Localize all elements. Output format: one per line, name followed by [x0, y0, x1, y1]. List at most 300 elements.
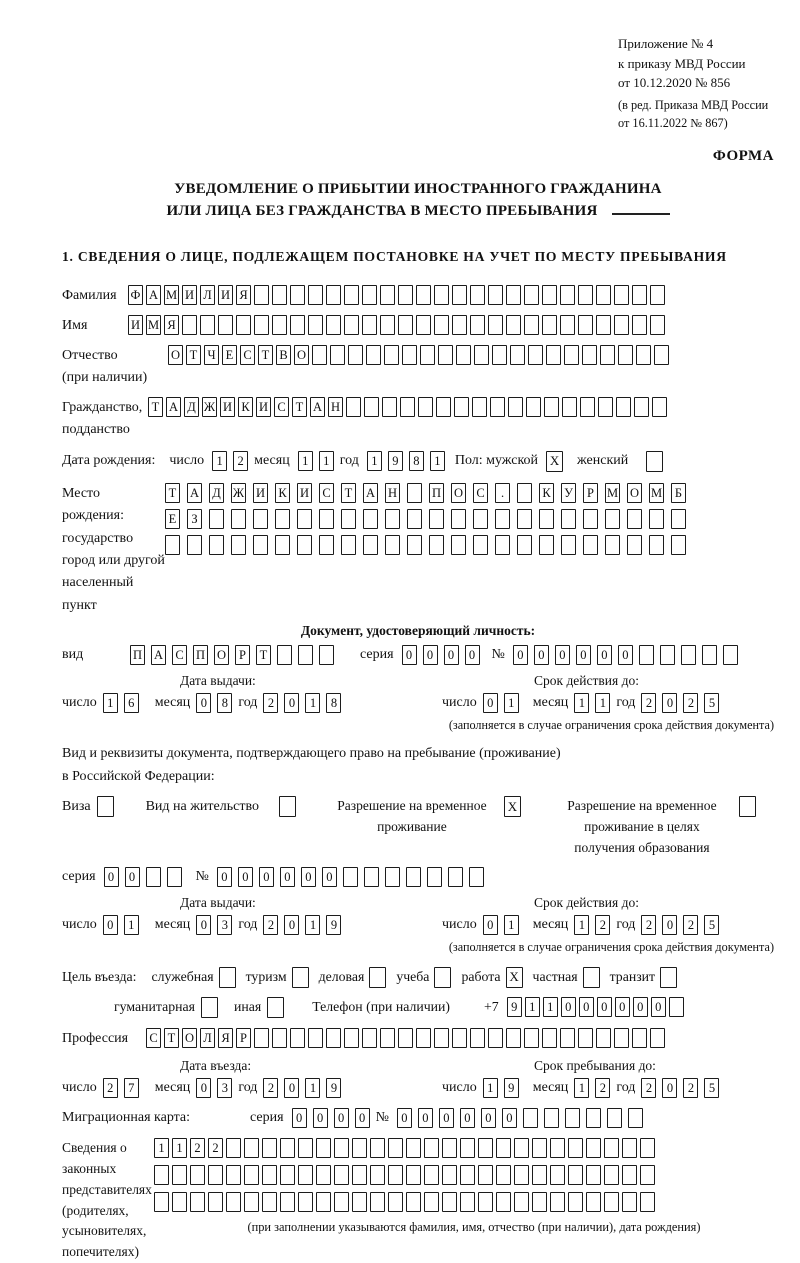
char-box[interactable]: 0	[238, 867, 253, 887]
char-box[interactable]	[583, 535, 598, 555]
char-box[interactable]	[586, 1108, 601, 1128]
char-box[interactable]: М	[164, 285, 179, 305]
char-box[interactable]	[364, 867, 379, 887]
char-box[interactable]	[586, 1138, 601, 1158]
char-box[interactable]	[416, 285, 431, 305]
char-box[interactable]: 0	[633, 997, 648, 1017]
char-box[interactable]	[434, 315, 449, 335]
char-box[interactable]: С	[319, 483, 334, 503]
char-box[interactable]	[702, 645, 717, 665]
char-box[interactable]: 9	[507, 997, 522, 1017]
char-box[interactable]	[298, 1192, 313, 1212]
char-box[interactable]	[190, 1192, 205, 1212]
char-box[interactable]: 2	[190, 1138, 205, 1158]
char-box[interactable]	[470, 285, 485, 305]
char-box[interactable]: К	[539, 483, 554, 503]
char-box[interactable]	[326, 1028, 341, 1048]
char-box[interactable]	[280, 1165, 295, 1185]
char-box[interactable]: 0	[576, 645, 591, 665]
char-box[interactable]	[640, 1192, 655, 1212]
char-box[interactable]	[424, 1138, 439, 1158]
char-box[interactable]	[272, 285, 287, 305]
char-box[interactable]: 1	[574, 1078, 589, 1098]
char-box[interactable]	[208, 1192, 223, 1212]
char-box[interactable]	[406, 867, 421, 887]
char-box[interactable]	[517, 535, 532, 555]
char-box[interactable]: 0	[561, 997, 576, 1017]
char-box[interactable]: 0	[555, 645, 570, 665]
char-box[interactable]	[308, 315, 323, 335]
char-box[interactable]	[385, 509, 400, 529]
char-box[interactable]	[640, 1165, 655, 1185]
char-box[interactable]: 1	[305, 915, 320, 935]
temp-residence-checkbox[interactable]: X	[504, 796, 521, 817]
char-box[interactable]: Ж	[202, 397, 217, 417]
char-box[interactable]	[200, 315, 215, 335]
char-box[interactable]: 1	[305, 693, 320, 713]
char-box[interactable]: Д	[184, 397, 199, 417]
char-box[interactable]	[568, 1192, 583, 1212]
char-box[interactable]: К	[238, 397, 253, 417]
char-box[interactable]	[416, 1028, 431, 1048]
char-box[interactable]	[275, 509, 290, 529]
char-box[interactable]	[628, 1108, 643, 1128]
char-box[interactable]	[614, 315, 629, 335]
char-box[interactable]	[290, 315, 305, 335]
purpose-business-checkbox[interactable]	[369, 967, 386, 988]
char-box[interactable]	[146, 867, 161, 887]
char-box[interactable]	[348, 345, 363, 365]
char-box[interactable]: 1	[103, 693, 118, 713]
char-box[interactable]: И	[128, 315, 143, 335]
char-box[interactable]: 0	[460, 1108, 475, 1128]
char-box[interactable]	[649, 509, 664, 529]
char-box[interactable]: Я	[164, 315, 179, 335]
char-box[interactable]	[474, 345, 489, 365]
char-box[interactable]	[352, 1192, 367, 1212]
char-box[interactable]: М	[146, 315, 161, 335]
char-box[interactable]	[636, 345, 651, 365]
char-box[interactable]	[380, 315, 395, 335]
char-box[interactable]: О	[168, 345, 183, 365]
char-box[interactable]	[614, 285, 629, 305]
char-box[interactable]	[604, 1165, 619, 1185]
female-checkbox[interactable]	[646, 451, 663, 472]
char-box[interactable]: Т	[165, 483, 180, 503]
char-box[interactable]: 0	[402, 645, 417, 665]
char-box[interactable]: Д	[209, 483, 224, 503]
char-box[interactable]	[478, 1138, 493, 1158]
char-box[interactable]: 0	[481, 1108, 496, 1128]
char-box[interactable]: И	[297, 483, 312, 503]
char-box[interactable]: 0	[217, 867, 232, 887]
char-box[interactable]	[506, 1028, 521, 1048]
char-box[interactable]: 2	[263, 915, 278, 935]
char-box[interactable]: 1	[319, 451, 334, 471]
char-box[interactable]	[424, 1192, 439, 1212]
char-box[interactable]	[406, 1138, 421, 1158]
char-box[interactable]: С	[240, 345, 255, 365]
char-box[interactable]	[218, 315, 233, 335]
char-box[interactable]	[436, 397, 451, 417]
char-box[interactable]: И	[256, 397, 271, 417]
char-box[interactable]: 1	[298, 451, 313, 471]
char-box[interactable]	[669, 997, 684, 1017]
char-box[interactable]	[254, 285, 269, 305]
char-box[interactable]	[596, 1028, 611, 1048]
char-box[interactable]: Т	[341, 483, 356, 503]
char-box[interactable]	[326, 285, 341, 305]
char-box[interactable]	[438, 345, 453, 365]
char-box[interactable]	[514, 1165, 529, 1185]
char-box[interactable]	[280, 1192, 295, 1212]
char-box[interactable]	[605, 535, 620, 555]
char-box[interactable]	[370, 1138, 385, 1158]
char-box[interactable]	[298, 645, 313, 665]
char-box[interactable]	[544, 1108, 559, 1128]
char-box[interactable]	[488, 285, 503, 305]
char-box[interactable]: Т	[148, 397, 163, 417]
char-box[interactable]	[568, 1138, 583, 1158]
char-box[interactable]	[280, 1138, 295, 1158]
char-box[interactable]	[316, 1138, 331, 1158]
char-box[interactable]	[352, 1165, 367, 1185]
char-box[interactable]: 5	[704, 693, 719, 713]
char-box[interactable]	[343, 867, 358, 887]
char-box[interactable]	[385, 867, 400, 887]
char-box[interactable]: 0	[334, 1108, 349, 1128]
char-box[interactable]: 2	[103, 1078, 118, 1098]
char-box[interactable]	[275, 535, 290, 555]
purpose-transit-checkbox[interactable]	[660, 967, 677, 988]
char-box[interactable]: 0	[662, 693, 677, 713]
char-box[interactable]	[490, 397, 505, 417]
char-box[interactable]	[542, 315, 557, 335]
char-box[interactable]	[550, 1165, 565, 1185]
char-box[interactable]: 1	[504, 693, 519, 713]
char-box[interactable]: 0	[662, 915, 677, 935]
char-box[interactable]: 0	[597, 997, 612, 1017]
char-box[interactable]	[451, 535, 466, 555]
char-box[interactable]: С	[274, 397, 289, 417]
char-box[interactable]: Н	[385, 483, 400, 503]
char-box[interactable]	[226, 1192, 241, 1212]
char-box[interactable]: Л	[200, 285, 215, 305]
char-box[interactable]	[253, 509, 268, 529]
char-box[interactable]: 2	[595, 915, 610, 935]
char-box[interactable]	[562, 397, 577, 417]
char-box[interactable]	[469, 867, 484, 887]
char-box[interactable]: Ч	[204, 345, 219, 365]
char-box[interactable]: 0	[313, 1108, 328, 1128]
char-box[interactable]	[560, 285, 575, 305]
char-box[interactable]	[352, 1138, 367, 1158]
char-box[interactable]	[578, 285, 593, 305]
char-box[interactable]	[400, 397, 415, 417]
char-box[interactable]	[165, 535, 180, 555]
char-box[interactable]	[334, 1165, 349, 1185]
char-box[interactable]: 0	[465, 645, 480, 665]
char-box[interactable]	[650, 315, 665, 335]
purpose-study-checkbox[interactable]	[434, 967, 451, 988]
char-box[interactable]	[316, 1192, 331, 1212]
char-box[interactable]: А	[151, 645, 166, 665]
char-box[interactable]	[346, 397, 361, 417]
char-box[interactable]: 0	[196, 1078, 211, 1098]
char-box[interactable]	[473, 535, 488, 555]
char-box[interactable]	[510, 345, 525, 365]
char-box[interactable]: А	[146, 285, 161, 305]
char-box[interactable]	[473, 509, 488, 529]
char-box[interactable]	[488, 315, 503, 335]
char-box[interactable]	[418, 397, 433, 417]
char-box[interactable]: 2	[233, 451, 248, 471]
char-box[interactable]	[495, 509, 510, 529]
char-box[interactable]	[231, 535, 246, 555]
char-box[interactable]	[488, 1028, 503, 1048]
char-box[interactable]: 1	[574, 693, 589, 713]
char-box[interactable]	[253, 535, 268, 555]
char-box[interactable]	[526, 397, 541, 417]
char-box[interactable]: 5	[704, 915, 719, 935]
char-box[interactable]: 1	[504, 915, 519, 935]
char-box[interactable]	[364, 397, 379, 417]
char-box[interactable]	[451, 509, 466, 529]
char-box[interactable]: 0	[259, 867, 274, 887]
char-box[interactable]	[517, 483, 532, 503]
char-box[interactable]	[370, 1165, 385, 1185]
char-box[interactable]: 1	[595, 693, 610, 713]
char-box[interactable]: 1	[367, 451, 382, 471]
char-box[interactable]	[568, 1165, 583, 1185]
char-box[interactable]: 0	[196, 915, 211, 935]
char-box[interactable]	[407, 509, 422, 529]
char-box[interactable]	[514, 1138, 529, 1158]
char-box[interactable]	[341, 509, 356, 529]
char-box[interactable]	[650, 285, 665, 305]
char-box[interactable]	[254, 315, 269, 335]
char-box[interactable]	[319, 535, 334, 555]
char-box[interactable]: Л	[200, 1028, 215, 1048]
purpose-other-checkbox[interactable]	[267, 997, 284, 1018]
char-box[interactable]	[523, 1108, 538, 1128]
char-box[interactable]	[460, 1138, 475, 1158]
char-box[interactable]: 8	[409, 451, 424, 471]
char-box[interactable]	[424, 1165, 439, 1185]
char-box[interactable]: 1	[124, 915, 139, 935]
char-box[interactable]: 2	[641, 915, 656, 935]
char-box[interactable]: Е	[165, 509, 180, 529]
char-box[interactable]: М	[649, 483, 664, 503]
char-box[interactable]	[604, 1192, 619, 1212]
char-box[interactable]	[442, 1138, 457, 1158]
char-box[interactable]: 1	[305, 1078, 320, 1098]
char-box[interactable]: 8	[326, 693, 341, 713]
char-box[interactable]	[312, 345, 327, 365]
char-box[interactable]: 2	[208, 1138, 223, 1158]
char-box[interactable]: У	[561, 483, 576, 503]
char-box[interactable]	[442, 1192, 457, 1212]
char-box[interactable]	[308, 1028, 323, 1048]
char-box[interactable]: 0	[397, 1108, 412, 1128]
char-box[interactable]	[604, 1138, 619, 1158]
char-box[interactable]: 1	[172, 1138, 187, 1158]
char-box[interactable]	[622, 1165, 637, 1185]
char-box[interactable]: 2	[595, 1078, 610, 1098]
char-box[interactable]	[182, 315, 197, 335]
char-box[interactable]	[561, 509, 576, 529]
char-box[interactable]	[297, 535, 312, 555]
char-box[interactable]	[640, 1138, 655, 1158]
char-box[interactable]: 2	[683, 1078, 698, 1098]
char-box[interactable]	[470, 315, 485, 335]
char-box[interactable]: П	[130, 645, 145, 665]
char-box[interactable]: А	[310, 397, 325, 417]
char-box[interactable]	[460, 1192, 475, 1212]
char-box[interactable]	[472, 397, 487, 417]
char-box[interactable]: И	[182, 285, 197, 305]
char-box[interactable]	[244, 1138, 259, 1158]
char-box[interactable]	[586, 1192, 601, 1212]
char-box[interactable]: 2	[641, 693, 656, 713]
char-box[interactable]	[442, 1165, 457, 1185]
char-box[interactable]	[654, 345, 669, 365]
char-box[interactable]: 0	[513, 645, 528, 665]
char-box[interactable]	[272, 1028, 287, 1048]
char-box[interactable]	[277, 645, 292, 665]
char-box[interactable]	[402, 345, 417, 365]
char-box[interactable]	[524, 315, 539, 335]
char-box[interactable]	[154, 1165, 169, 1185]
char-box[interactable]	[362, 315, 377, 335]
char-box[interactable]: Т	[256, 645, 271, 665]
char-box[interactable]	[290, 1028, 305, 1048]
char-box[interactable]	[262, 1165, 277, 1185]
char-box[interactable]: 0	[597, 645, 612, 665]
char-box[interactable]: 0	[439, 1108, 454, 1128]
char-box[interactable]	[167, 867, 182, 887]
char-box[interactable]	[380, 1028, 395, 1048]
char-box[interactable]: 0	[418, 1108, 433, 1128]
char-box[interactable]	[427, 867, 442, 887]
char-box[interactable]: 2	[683, 693, 698, 713]
char-box[interactable]: 9	[388, 451, 403, 471]
char-box[interactable]: 0	[444, 645, 459, 665]
char-box[interactable]: 1	[543, 997, 558, 1017]
char-box[interactable]: К	[275, 483, 290, 503]
char-box[interactable]	[478, 1165, 493, 1185]
char-box[interactable]	[546, 345, 561, 365]
char-box[interactable]: О	[294, 345, 309, 365]
char-box[interactable]	[496, 1192, 511, 1212]
char-box[interactable]	[434, 1028, 449, 1048]
char-box[interactable]: М	[605, 483, 620, 503]
char-box[interactable]	[434, 285, 449, 305]
residence-permit-checkbox[interactable]	[279, 796, 296, 817]
char-box[interactable]	[308, 285, 323, 305]
char-box[interactable]	[605, 509, 620, 529]
char-box[interactable]	[544, 397, 559, 417]
char-box[interactable]: 0	[615, 997, 630, 1017]
char-box[interactable]	[506, 315, 521, 335]
char-box[interactable]	[172, 1192, 187, 1212]
char-box[interactable]	[639, 645, 654, 665]
char-box[interactable]	[429, 509, 444, 529]
char-box[interactable]: З	[187, 509, 202, 529]
char-box[interactable]: О	[451, 483, 466, 503]
char-box[interactable]: Т	[164, 1028, 179, 1048]
char-box[interactable]: А	[187, 483, 202, 503]
char-box[interactable]	[154, 1192, 169, 1212]
char-box[interactable]: 0	[579, 997, 594, 1017]
char-box[interactable]	[586, 1165, 601, 1185]
char-box[interactable]	[634, 397, 649, 417]
char-box[interactable]	[539, 509, 554, 529]
char-box[interactable]: В	[276, 345, 291, 365]
char-box[interactable]: Я	[236, 285, 251, 305]
char-box[interactable]	[622, 1138, 637, 1158]
char-box[interactable]	[384, 345, 399, 365]
char-box[interactable]: 0	[662, 1078, 677, 1098]
char-box[interactable]: 0	[104, 867, 119, 887]
char-box[interactable]: 0	[280, 867, 295, 887]
char-box[interactable]	[514, 1192, 529, 1212]
char-box[interactable]: О	[182, 1028, 197, 1048]
char-box[interactable]	[582, 345, 597, 365]
char-box[interactable]	[460, 1165, 475, 1185]
char-box[interactable]	[298, 1138, 313, 1158]
char-box[interactable]	[452, 315, 467, 335]
char-box[interactable]	[627, 535, 642, 555]
char-box[interactable]: 2	[263, 1078, 278, 1098]
char-box[interactable]: 2	[263, 693, 278, 713]
char-box[interactable]	[660, 645, 675, 665]
char-box[interactable]	[298, 1165, 313, 1185]
char-box[interactable]	[416, 315, 431, 335]
char-box[interactable]: 9	[326, 915, 341, 935]
char-box[interactable]: А	[363, 483, 378, 503]
char-box[interactable]: 0	[618, 645, 633, 665]
char-box[interactable]	[583, 509, 598, 529]
char-box[interactable]	[344, 315, 359, 335]
char-box[interactable]: И	[218, 285, 233, 305]
char-box[interactable]	[598, 397, 613, 417]
char-box[interactable]	[542, 1028, 557, 1048]
char-box[interactable]	[262, 1138, 277, 1158]
char-box[interactable]	[580, 397, 595, 417]
char-box[interactable]: 2	[683, 915, 698, 935]
char-box[interactable]: 1	[430, 451, 445, 471]
char-box[interactable]: 3	[217, 1078, 232, 1098]
char-box[interactable]	[723, 645, 738, 665]
char-box[interactable]	[452, 285, 467, 305]
char-box[interactable]	[297, 509, 312, 529]
char-box[interactable]	[632, 285, 647, 305]
char-box[interactable]	[398, 1028, 413, 1048]
char-box[interactable]	[618, 345, 633, 365]
char-box[interactable]	[334, 1192, 349, 1212]
char-box[interactable]	[649, 535, 664, 555]
char-box[interactable]	[236, 315, 251, 335]
char-box[interactable]	[362, 285, 377, 305]
char-box[interactable]	[262, 1192, 277, 1212]
char-box[interactable]	[226, 1138, 241, 1158]
char-box[interactable]: 1	[574, 915, 589, 935]
char-box[interactable]: 5	[704, 1078, 719, 1098]
char-box[interactable]	[671, 535, 686, 555]
char-box[interactable]: 0	[423, 645, 438, 665]
char-box[interactable]	[550, 1192, 565, 1212]
